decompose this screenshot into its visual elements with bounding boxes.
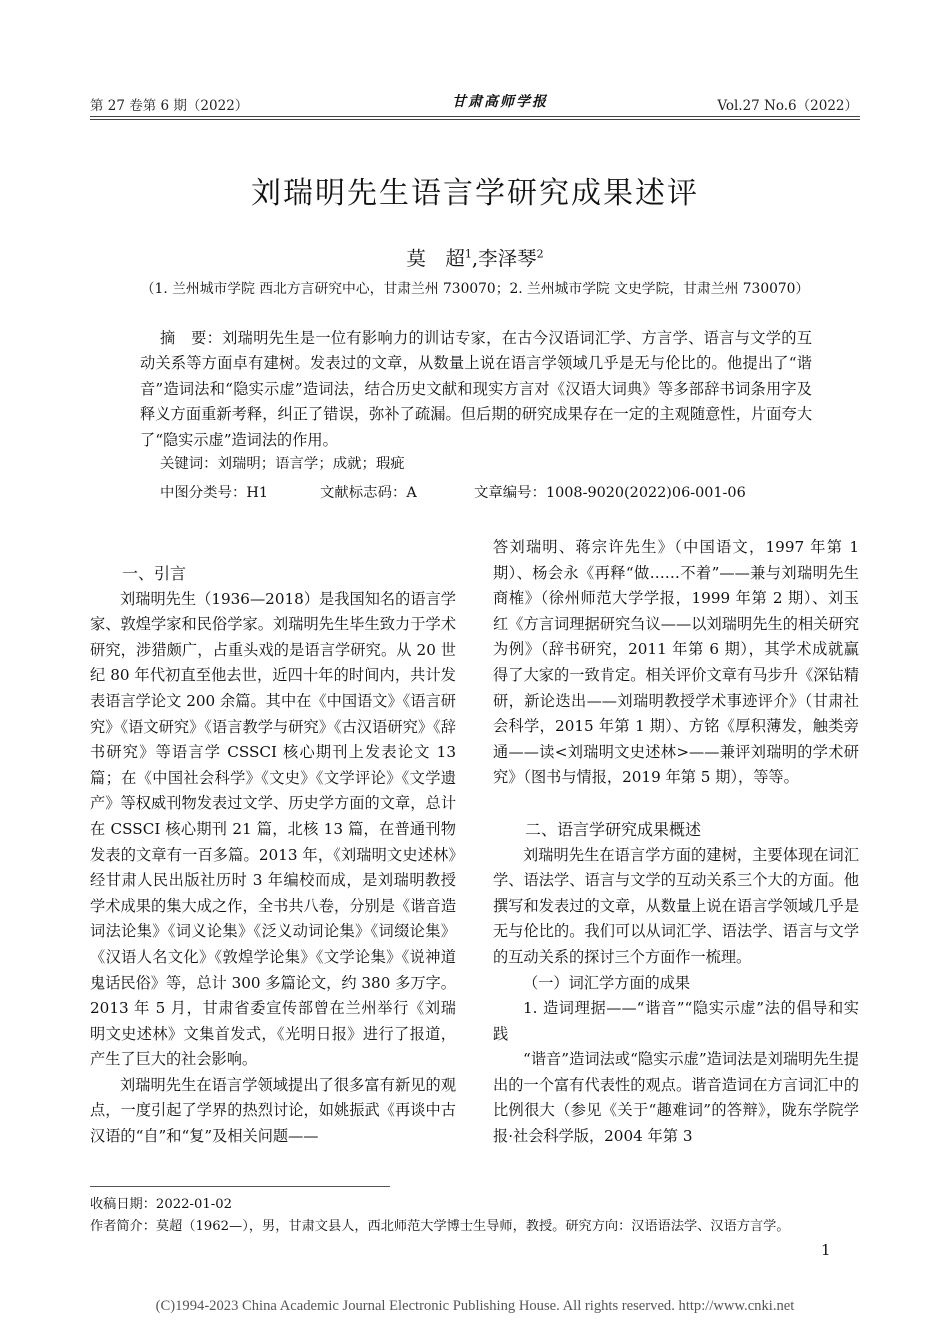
author-2: 李泽琴 — [478, 247, 537, 270]
section-1-heading: 一、引言 — [122, 564, 187, 583]
journal-name-mark: 甘肃高师学报 — [452, 94, 548, 110]
section-2-paragraph: 刘瑞明先生在语言学方面的建树，主要体现在词汇学、语法学、语言与文学的互动关系三个大的方面。他撰写和发表过的文章，从数量上说在语言学领域几乎是无与伦比的。我们可以从词汇学、语法学、语言与文学的互动关系的探讨三个方面作一梳理。 — [493, 845, 859, 966]
header-issue-right: Vol.27 No.6（2022） — [717, 98, 858, 114]
subsection-1-heading: （一）词汇学方面的成果 — [523, 973, 691, 992]
keywords-label: 关键词： — [160, 456, 218, 472]
intro-paragraph-1: 刘瑞明先生（1936—2018）是我国知名的语言学家、敦煌学家和民俗学家。刘瑞明先生毕生致力于学术研究，涉猎颇广，占重头戏的是语言学研究。从 20 世纪 80 年代初直至他去世，近四十年的时间内，共计发表语言学论文 200 余篇。其中在《中国语文》《语言研究》《语文研究》《语言教学与研究》《古汉语研究》《辞书研究》等语言学 CSSCI 核心期刊上发表论文 13 篇；在《中国社会科学》《文史》《文学评论》《文学遗产》等权威刊物发表过文学、历史学方面的文章，总计在 CSSCI 核心期刊 21 篇，北核 13 篇，在普通刊物发表的文章有一百多篇。2013 年，《刘瑞明文史述林》经甘肃人民出版社历时 3 年编校而成，是刘瑞明教授学术成果的集大成之作，全书共八卷，分别是《谐音造词法论集》《词义论集》《泛义动词论集》《词缀论集》《汉语人名文化》《敦煌学论集》《文学论集》《说神道鬼话民俗》等，总计 300 多篇论文，约 380 多万字。2013 年 5 月，甘肃省委宣传部曾在兰州举行《刘瑞明文史述林》文集首发式，《光明日报》进行了报道，产生了巨大的社会影响。 — [90, 589, 456, 1069]
received-date: 收稿日期：2022-01-02 — [90, 1197, 232, 1212]
abstract — [140, 326, 812, 453]
document-code: 文献标志码：A — [320, 485, 417, 501]
header-issue-left: 第 27 卷第 6 期（2022） — [90, 98, 249, 114]
author-bio: 作者简介：莫超（1962—），男，甘肃文县人，西北师范大学博士生导师，教授。研究方向：汉语语法学、汉语方言学。 — [90, 1219, 790, 1234]
right-last-paragraph: “谐音”造词法或“隐实示虚”造词法是刘瑞明先生提出的一个富有代表性的观点。谐音造词在方言词汇中的比例很大（参见《关于“趣难词”的答辩》，陇东学院学报·社会科学版，2004 年第 3 — [493, 1050, 859, 1146]
right-continued-paragraph: 答刘瑞明、蒋宗许先生》（中国语文，1997 年第 1 期）、杨会永《再释“做……不着”——兼与刘瑞明先生商榷》（徐州师范大学学报，1999 年第 2 期）、刘玉红《方言词理据研究刍议——以刘瑞明先生的相关研究为例》（辞书研究，2011 年第 6 期），其学术成就赢得了大家的一致肯定。相关评价文章有马步升《深钻精研，新论迭出——刘瑞明教授学术事迹评介》（甘肃社会科学，2015 年第 1 期）、方铭《厚积薄发，触类旁通——读<刘瑞明文史述林>——兼评刘瑞明的学术研究》（图书与情报，2019 年第 5 期），等等。 — [493, 538, 859, 787]
right-column — [493, 535, 859, 1150]
header-rule-second — [90, 119, 860, 120]
page-number: 1 — [821, 1241, 831, 1259]
author-line — [0, 243, 950, 271]
author-1-affil-mark: 1 — [464, 247, 472, 261]
left-column — [90, 561, 456, 1150]
author-separator: , — [471, 247, 479, 270]
article-number: 文章编号：1008-9020(2022)06-001-06 — [474, 485, 746, 501]
footnote-rule — [90, 1186, 390, 1187]
copyright-notice: (C)1994-2023 China Academic Journal Electronic Publishing House. All rights reserved. http://www.cnki.net — [155, 1298, 795, 1314]
section-2-heading: 二、语言学研究成果概述 — [525, 819, 702, 839]
intro-paragraph-2: 刘瑞明先生在语言学领域提出了很多富有新见的观点，一度引起了学界的热烈讨论，如姚振武《再谈中古汉语的“自”和“复”及相关问题—— — [90, 1075, 456, 1146]
clc-number: 中图分类号：H1 — [160, 485, 269, 501]
abstract-text: 刘瑞明先生是一位有影响力的训诂专家，在古今汉语词汇学、方言学、语言与文学的互动关系等方面卓有建树。发表过的文章，从数量上说在语言学领域几乎是无与伦比的。他提出了“谐音”造词法和“隐实示虚”造词法，结合历史文献和现实方言对《汉语大词典》等多部辞书词条用字及释义方面重新考释，纠正了错误，弥补了疏漏。但后期的研究成果存在一定的主观随意性，片面夸大了“隐实示虚”造词法的作用。 — [140, 329, 813, 449]
abstract-label: 摘 要： — [160, 329, 223, 347]
keywords-text: 刘瑞明；语言学；成就；瑕疵 — [217, 456, 405, 472]
article-title: 刘瑞明先生语言学研究成果述评 — [251, 176, 699, 211]
author-1: 莫 超 — [406, 247, 465, 270]
subsection-1-item-1: 1. 造词理据——“谐音”“隐实示虚”法的倡导和实践 — [493, 999, 859, 1043]
keywords — [160, 452, 405, 473]
affiliation: （1. 兰州城市学院 西北方言研究中心，甘肃兰州 730070；2. 兰州城市学院 文史学院，甘肃兰州 730070） — [140, 281, 810, 297]
author-2-affil-mark: 2 — [536, 247, 544, 261]
header-rule — [90, 116, 860, 117]
